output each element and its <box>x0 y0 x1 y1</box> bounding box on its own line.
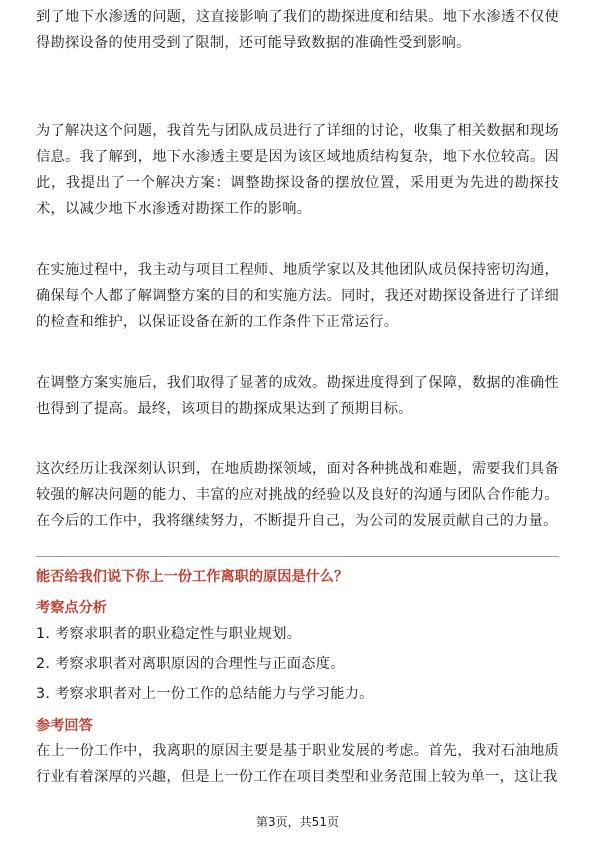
analysis-item: 2. 考察求职者对离职原因的合理性与正面态度。 <box>36 656 345 672</box>
answer-heading: 参考回答 <box>36 718 93 734</box>
paragraph: 在实施过程中，我主动与项目工程师、地质学家以及其他团队成员保持密切沟通，确保每个人都了解调整方案的目的和实施方法。同时，我还对勘探设备进行了详细的检查和维护，以保证设备在新的工作条件下正常运行。 <box>36 262 559 330</box>
paragraph: 为了解决这个问题，我首先与团队成员进行了详细的讨论，收集了相关数据和现场信息。我了解到，地下水渗透主要是因为该区域地质结构复杂，地下水位较高。因此，我提出了一个解决方案：调整勘探设备的摆放位置，采用更为先进的勘探技术，以减少地下水渗透对勘探工作的影响。 <box>36 123 559 217</box>
section-divider <box>36 556 559 557</box>
paragraph: 这次经历让我深刻认识到，在地质勘探领域，面对各种挑战和难题，需要我们具备较强的解决问题的能力、丰富的应对挑战的经验以及良好的沟通与团队合作能力。在今后的工作中，我将继续努力，不断提升自己，为公司的发展贡献自己的力量。 <box>36 461 559 529</box>
paragraph: 到了地下水渗透的问题，这直接影响了我们的勘探进度和结果。地下水渗透不仅使得勘探设备的使用受到了限制，还可能导致数据的准确性受到影响。 <box>36 9 559 51</box>
analysis-item: 1. 考察求职者的职业稳定性与职业规划。 <box>36 626 302 642</box>
paragraph: 在调整方案实施后，我们取得了显著的成效。勘探进度得到了保障，数据的准确性也得到了提高。最终，该项目的勘探成果达到了预期目标。 <box>36 375 559 417</box>
answer-text: 在上一份工作中，我离职的原因主要是基于职业发展的考虑。首先，我对石油地质行业有着深厚的兴趣，但是上一份工作在项目类型和业务范围上较为单一，这让我 <box>36 743 559 785</box>
interview-question: 能否给我们说下你上一份工作离职的原因是什么？ <box>36 569 349 585</box>
analysis-heading: 考察点分析 <box>36 600 107 616</box>
page-number: 第3页，共51页 <box>256 815 339 829</box>
analysis-item: 3. 考察求职者对上一份工作的总结能力与学习能力。 <box>36 686 374 702</box>
